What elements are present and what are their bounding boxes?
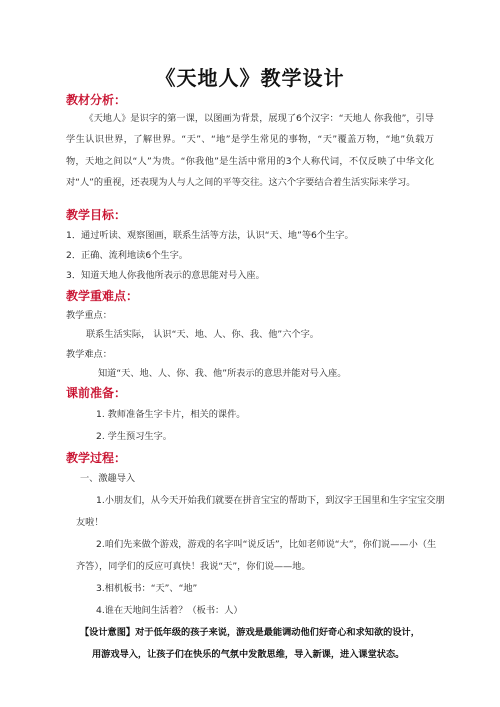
difficulty-label: 教学难点： <box>66 349 112 360</box>
difficulty-text: 知道“天、地、人、你、我、他”所表示的意思并能对号入座。 <box>98 368 347 379</box>
goal-item-1: 1．通过听读、观察图画，联系生活等方法，认识“天、地”等6个生字。 <box>66 230 354 241</box>
design-note-line-1: 【设计意图】对于低年级的孩子来说，游戏是最能调动他们好奇心和求知欲的设计， <box>80 627 420 638</box>
focus-label: 教学重点： <box>66 310 112 321</box>
process-step-3: 3.相机板书：“天”、“地” <box>96 583 198 594</box>
process-step-4: 4.谁在天地间生活着？（板书：人） <box>96 605 243 616</box>
analysis-paragraph: 《天地人》是识字的第一课，以图画为背景，展现了6个汉字：“天地人 你我他”，引导学生认识世界，了解世界。“天”、“地”是学生常见的事物，“天”覆盖万物，“地”负载万物，天地之间以“人”为贵。“你我他”是生活中常用的3个人称代词，不仅反映了中华文化对“人”的重视，还表现为人与人之间的平等交往。这六个字要结合着生活实际来学习。 <box>66 113 434 188</box>
preparation-item-2: 2. 学生预习生字。 <box>96 431 172 442</box>
analysis-heading: 教材分析： <box>66 93 127 107</box>
design-note-line-2: 用游戏导入，让孩子们在快乐的气氛中发散思维，导入新课，进入课堂状态。 <box>92 649 405 660</box>
preparation-item-1: 1. 教师准备生字卡片，相关的课件。 <box>96 409 246 420</box>
document-title: 《天地人》教学设计 <box>155 66 345 90</box>
goal-item-3: 3．知道天地人你我他所表示的意思能对号入座。 <box>66 270 265 281</box>
process-step-1-line-1: 1.小朋友们，从今天开始我们就要在拼音宝宝的帮助下，到汉字王国里和生字宝宝交朋 <box>96 495 445 506</box>
process-subheading: 一、激趣导入 <box>80 473 136 484</box>
preparation-heading: 课前准备： <box>66 386 127 400</box>
process-step-2-line-2: 齐答），同学们的反应可真快！我说“天”，你们说——地。 <box>76 561 311 572</box>
focus-text: 联系生活实际， 认识“天、地、人、你、我、他”六个字。 <box>86 329 319 340</box>
goals-heading: 教学目标： <box>66 208 127 222</box>
process-step-2-line-1: 2.咱们先来做个游戏，游戏的名字叫“说反话”，比如老师说“大”，你们说——小（生 <box>96 539 437 550</box>
key-points-heading: 教学重难点： <box>66 289 139 303</box>
goal-item-2: 2．正确、流利地读6个生字。 <box>66 250 188 261</box>
process-heading: 教学过程： <box>66 451 127 465</box>
process-step-1-line-2: 友啦！ <box>76 517 104 528</box>
